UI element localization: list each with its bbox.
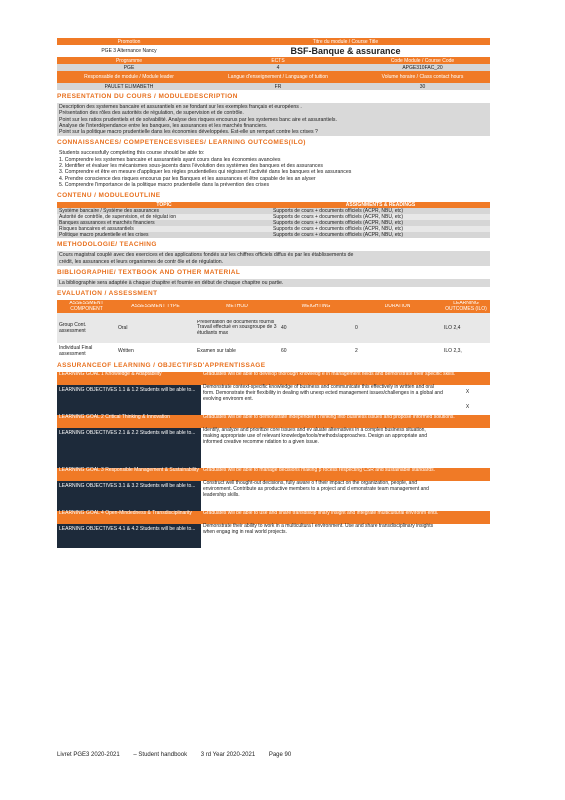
learning-objectives-1 <box>57 385 490 415</box>
topic-header: TOPIC <box>156 202 172 209</box>
objectives-label: LEARNING OBJECTIVES 4.1 & 4.2 Students will be able to... <box>57 524 201 548</box>
footer-handbook: – Student handbook <box>133 752 188 758</box>
assessment-title: EVALUATION / ASSESSMENT <box>57 290 158 298</box>
learning-objectives-3 <box>57 481 490 511</box>
assessment-row <box>57 313 490 343</box>
presentation-line: Point sur la politique macro prudentielle dans les économies développées. Est-elle un rempart contre les crises ? <box>59 129 318 136</box>
objectives-marks <box>445 385 490 415</box>
assessment-row <box>57 343 490 359</box>
objectives-text: Demonstrate context-specific knowledge of business and communicate this effectively in written and oral form. Demonstrate their flexibility in dealing with unexp ected management issues/challenges in a global and evolving environm ent. <box>203 384 443 402</box>
competences-title: CONNAISSANCES/ COMPETENCESVISEES/ LEARNING OUTCOMES(ILO) <box>57 139 306 147</box>
promotion-value: PGE 3 Alternance Nancy <box>101 48 157 54</box>
competences-line: 4. Prendre conscience des risques encourus par les Banques et les assurances et être capable de les an alyser <box>59 175 316 182</box>
goal-text: Graduates will be able to develop thorough knowledg e in management fields and demonstrate their specific skills. <box>203 371 456 378</box>
assessment-header <box>57 300 490 313</box>
goal-text: Graduates will be able to demonstrate independent t hinking into business issues and propose informed solutions. <box>203 414 455 421</box>
contact-hours-value: 30 <box>419 83 426 90</box>
component-cell: Group Cont. assessment <box>59 322 87 335</box>
duration-header: DURATION <box>384 303 411 309</box>
methodology-title: METHODOLOGIE/ TEACHING <box>57 241 157 249</box>
header-row-program-values <box>57 64 490 71</box>
goal-label: LEARNING GOAL 2 Critical Thinking & Innovation <box>59 414 170 421</box>
module-sheet <box>57 38 490 548</box>
learning-objectives-2 <box>57 428 490 468</box>
presentation-title: PRESENTATION DU COURS / MODULEDESCRIPTION <box>57 93 238 100</box>
page-footer <box>57 752 303 758</box>
method-header: METHOD <box>226 303 248 309</box>
ects-label: ECTS <box>271 57 285 64</box>
readings-cell: Supports de cours + documents officiels (ACPR, NBU, etc) <box>273 214 404 221</box>
bibliography-text <box>57 279 490 287</box>
readings-cell: Supports de cours + documents officiels (ACPR, NBU, etc) <box>273 220 404 227</box>
course-code-label: Code Module / Course Code <box>390 57 455 64</box>
language-value: FR <box>274 83 282 90</box>
type-cell: Written <box>118 348 134 355</box>
ects-value: 4 <box>276 64 280 71</box>
module-leader-label: Responsable de module / Module leader <box>84 74 174 80</box>
header-row-labels <box>57 38 490 45</box>
footer-page-number: Page 90 <box>268 752 292 758</box>
topic-cell: Système bancaire / Système des assurances <box>59 208 160 215</box>
footer-year: 3 rd Year 2020-2021 <box>200 752 256 758</box>
objectives-text: Construct well thought-out decisions, fully aware o f their impact on the organization, people, and environment. Contribute as productive members to a project and d emonstrate team management and leadership skills. <box>203 480 429 498</box>
type-cell: Oral <box>118 325 128 332</box>
competences-line: 3. Comprendre et être en mesure d'appliquer les règles prudentielles qui régissent l'activité dans les banques et les assurances <box>59 169 352 176</box>
topic-cell: Risques bancaires et assurantiels <box>59 226 134 233</box>
duration-cell: 0 <box>355 325 358 332</box>
presentation-line: Point sur les ratios prudentiels et de solvabilité. Analyse des risques encourus par les systemes banc aire et assurantiels. <box>59 116 337 123</box>
learning-objectives-4 <box>57 524 490 548</box>
readings-cell: Supports de cours + documents officiels (ACPR, NBU, etc) <box>273 226 404 233</box>
objectives-label: LEARNING OBJECTIVES 2.1 & 2.2 Students will be able to... <box>57 428 201 468</box>
objectives-label: LEARNING OBJECTIVES 1.1 & 1.2 Students will be able to... <box>57 385 201 415</box>
goal-label: LEARNING GOAL 3 Responsible Management & Sustainability <box>59 467 199 474</box>
methodology-line: Cours magistral couplé avec des exercices et des applications fondés sur les chiffres officiels diffus és par les établissements de <box>59 252 354 259</box>
readings-cell: Supports de cours + documents officiels (ACPR, NBU, etc) <box>273 232 404 239</box>
ilo-header: LEARNING OUTCOMES (ILO) <box>445 301 487 312</box>
component-cell: Individual Final assessment <box>59 345 93 358</box>
topic-cell: Banques assurances et marchés financiers <box>59 220 155 227</box>
ilo-cell: ILO 2,4 <box>444 325 461 332</box>
contact-hours-label: Volume horaire / Class contact hours <box>381 74 464 80</box>
header-row-leader-labels <box>57 71 490 83</box>
course-title-label: Titre du module / Course Title <box>312 38 379 45</box>
readings-cell: Supports de cours + documents officiels (ACPR, NBU, etc) <box>273 208 404 215</box>
header-row-leader-values <box>57 83 490 90</box>
method-cell: Examen sur table <box>197 348 236 355</box>
competences-line: 5. Comprendre l'importance de la politique macro prudentielle dans la prévention des crises <box>59 181 270 188</box>
presentation-line: Description des systemes bancaire et assurantiels en se fondant sur les exemples français et européens . <box>59 104 302 110</box>
goal-label: LEARNING GOAL 4 Open-Mindedness & Transdisciplinarity <box>59 510 192 517</box>
weighting-cell: 40 <box>281 325 287 332</box>
competences-line: 1. Comprendre les systemes bancaire et assurantiels ayant cours dans les économies avancées <box>59 156 281 163</box>
assessment-component-header: ASSESSMENT COMPONENT <box>69 301 104 312</box>
competences-line: 2. Identifier et évaluer les mécanismes sous-jacents dans l'évolution des systèmes des banques et des assurances <box>59 163 323 170</box>
presentation-line: Analyse de l'interdépendance entre les banques, les assurances et les marchés financiers. <box>59 122 268 129</box>
language-label: Langue d'enseignement / Language of tuition <box>228 74 328 80</box>
ilo-cell: ILO 2,3, <box>444 348 462 355</box>
presentation-text <box>57 103 490 136</box>
program-label: Programme <box>115 57 143 64</box>
goal-text: Graduates will be able to use and share transdiscip linary insight and integrate multicultural environm ents. <box>203 510 439 517</box>
goal-text: Graduates will be able to manage decisions making p rocess respecting CSR and sustainable standards. <box>203 467 436 474</box>
weighting-header: WEIGHTING <box>301 303 331 309</box>
header-row-title <box>57 45 490 57</box>
presentation-line: Présentation des rôles des autorités de régulation, de supervision et de contrôle. <box>59 110 244 117</box>
objective-mark: X <box>465 388 470 395</box>
header-row-program-labels <box>57 57 490 64</box>
objectives-text: Demonstrate their ability to work in a multicultura l environment. Use and share transdisciplinary insights when engag ing in real world projects. <box>203 523 434 535</box>
bibliography-title: BIBLIOGRAPHIE/ TEXTBOOK AND OTHER MATERIAL <box>57 268 241 276</box>
topic-cell: Autorité de contrôle, de supervision, et de régulat ion <box>59 214 177 221</box>
bibliography-line: La bibliographie sera adaptée à chaque chapitre et fournie en début de chaque chapitre ou partie. <box>59 279 284 286</box>
footer-booklet: Livret PGE3 2020-2021 <box>57 752 120 758</box>
weighting-cell: 60 <box>281 348 287 355</box>
topic-cell: Politique macro prudentielle et les crises <box>59 232 149 239</box>
assessment-type-header: ASSESSMENT TYPE <box>131 303 180 309</box>
objectives-label: LEARNING OBJECTIVES 3.1 & 3.2 Students will be able to... <box>57 481 201 511</box>
method-cell: Présentation de documents fournis Travail effectué en sousgroupe de 3 étudiants max <box>197 319 277 336</box>
competences-text <box>57 149 490 189</box>
competences-line: Students successfully completing this course should be able to: <box>59 150 205 157</box>
methodology-text <box>57 251 490 266</box>
module-leader-value: PAULET ELIMABETH <box>104 83 154 90</box>
course-code-value: APGE310FAC_20 <box>402 64 443 71</box>
outline-title: CONTENU / MODULEOUTLINE <box>57 192 161 200</box>
assurance-title: ASSURANCEOF LEARNING / OBJECTIFSD'APPRENTISSAGE <box>57 362 266 370</box>
goal-label: LEARNING GOAL 1 Knowledge & Adaptability <box>59 371 162 378</box>
objective-mark: X <box>465 403 470 410</box>
outline-row <box>57 232 490 238</box>
duration-cell: 2 <box>355 348 358 355</box>
readings-header: ASSIGNMENTS & READINGS <box>345 202 416 209</box>
course-title: BSF-Banque & assurance <box>290 46 401 56</box>
objectives-text: Identify, analyze and prioritize core issues and ev aluate alternatives in a complex business situation, making appropriate use of relevant knowledge/tools/methods/approaches. Design an appropriate and informed creative recomme ndation to a given issue. <box>203 427 428 445</box>
methodology-line: crédit, les assurances et leurs organismes de contr ôle et de régulation. <box>59 258 224 265</box>
promotion-label: Promotion <box>117 38 141 45</box>
program-value: PGE <box>123 64 135 71</box>
